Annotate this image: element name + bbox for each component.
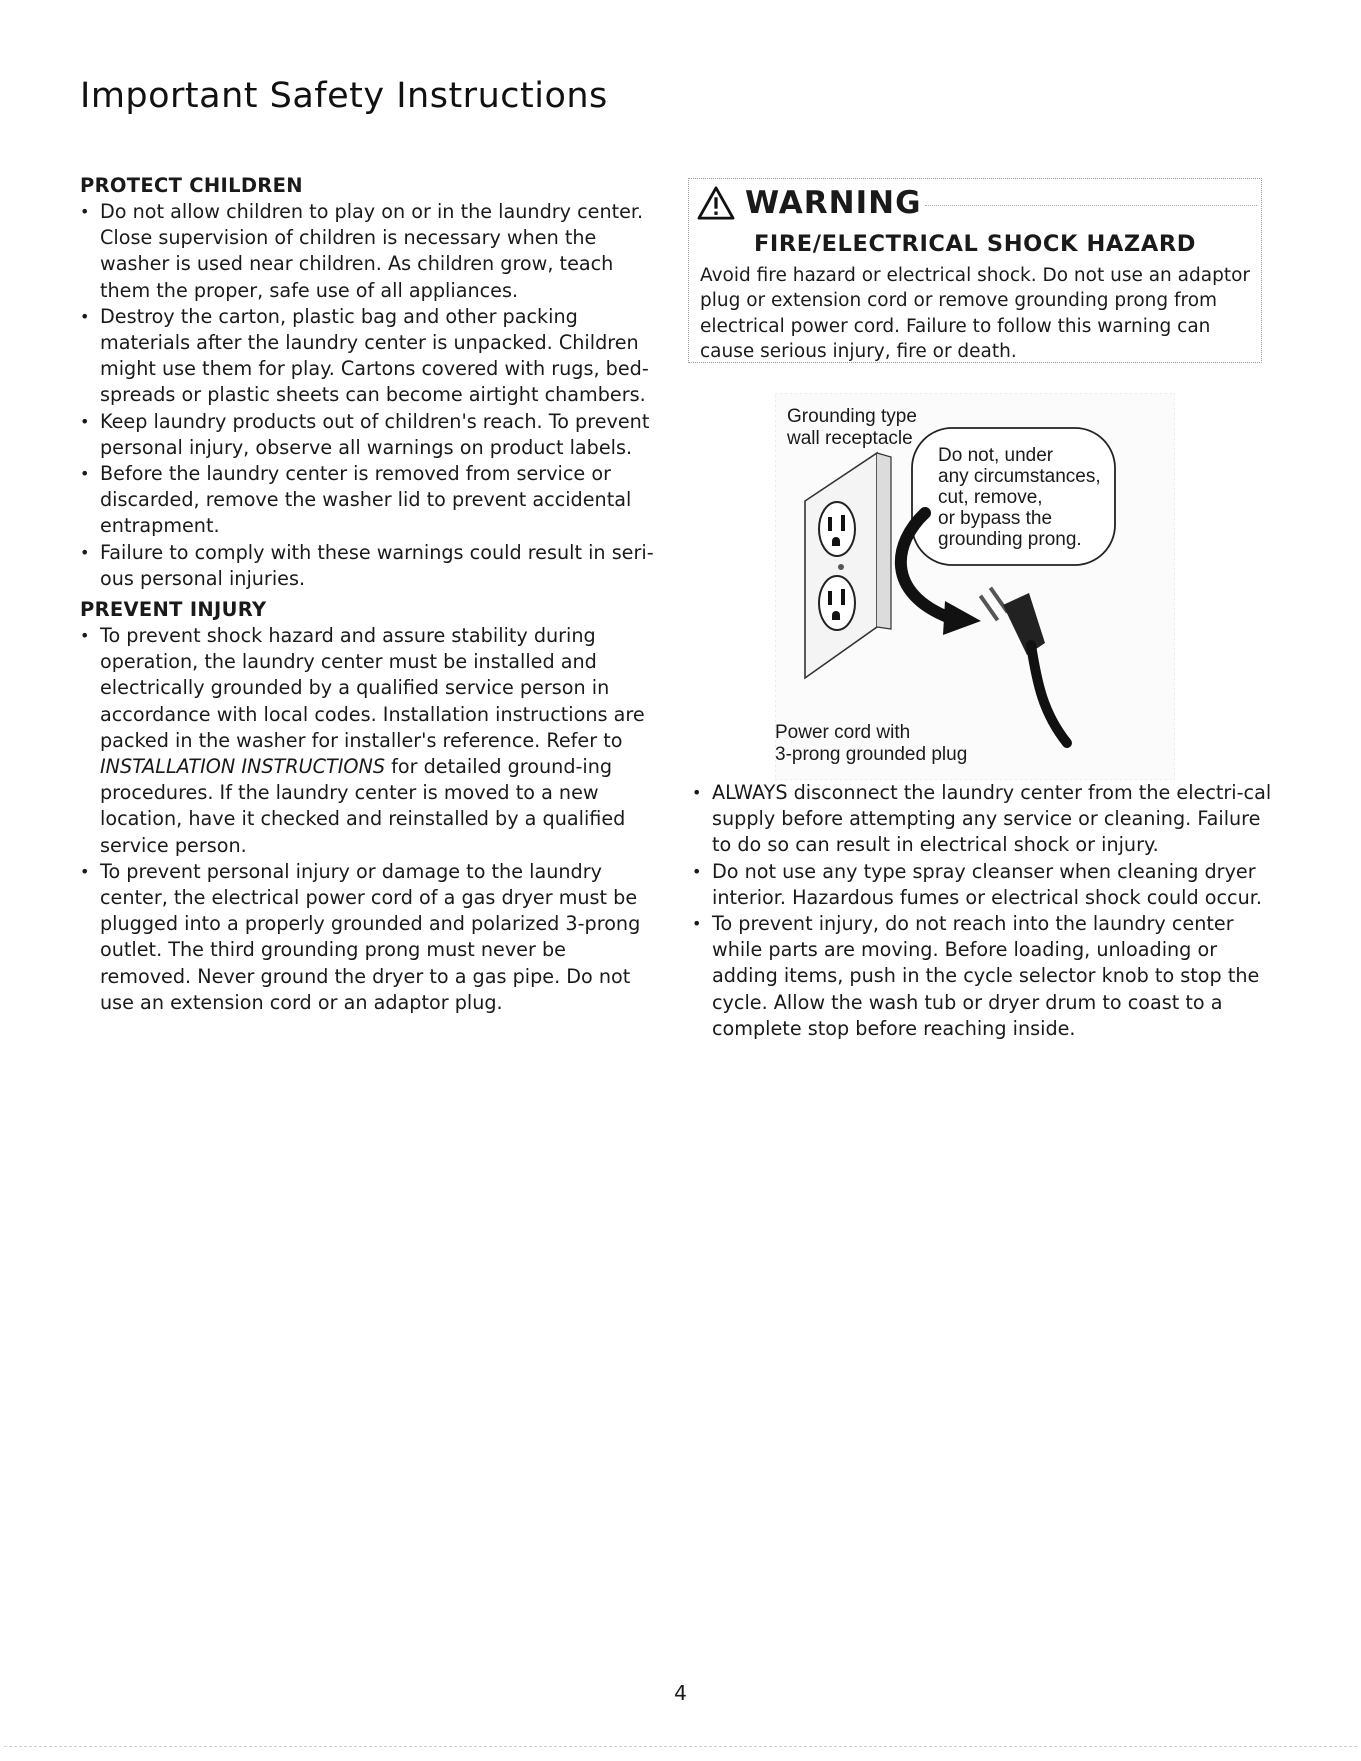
footer-divider (4, 1746, 1357, 1747)
list-item-text: To prevent shock hazard and assure stability during operation, the laundry center must be installed and electrically grounded by a qualified service person in accordance with local codes. Installation instructions are packed in the washer for installer's reference. Refer to (100, 624, 645, 752)
callout-line3: cut, remove, (938, 487, 1043, 508)
warning-divider (925, 205, 1257, 206)
list-item-text: for detailed ground-ing procedures. If the laundry center is moved to a new location, have it checked and reinstalled by a qualified service person. (100, 755, 626, 857)
right-column (692, 780, 1280, 1042)
callout-line2: any circumstances, (938, 466, 1101, 487)
page-number: 4 (674, 1681, 687, 1705)
list-item: • Keep laundry products out of children's reach. To prevent personal injury, observe all warnings on product labels. (80, 409, 655, 461)
receptacle-label-line1: Grounding type (787, 406, 917, 427)
warning-label: WARNING (745, 185, 922, 221)
warning-header (697, 185, 922, 221)
protect-children-list (80, 199, 655, 592)
right-bullet-list (692, 780, 1280, 1042)
receptacle-label-line2: wall receptacle (787, 428, 913, 449)
warning-text: Avoid fire hazard or electrical shock. Do not use an adaptor plug or extension cord or remove grounding prong from electrical power cord. Failure to follow this warning can cause serious injury, fire or death. (700, 265, 1250, 363)
installation-instructions-reference: INSTALLATION INSTRUCTIONS (100, 755, 386, 779)
list-item: • Destroy the carton, plastic bag and other packing materials after the laundry center is unpacked. Children might use them for play. Cartons covered with rugs, bed-spreads or plastic sheets can become airtight chambers. (80, 304, 655, 409)
plug-label-line1: Power cord with (775, 722, 911, 743)
list-item: • To prevent injury, do not reach into the laundry center while parts are moving. Before loading, unloading or adding items, push in the cycle selector knob to stop the cycle. Allow the wash tub or dryer drum to coast to a complete stop before reaching inside. (692, 911, 1280, 1042)
list-item: • Before the laundry center is removed from service or discarded, remove the washer lid to prevent accidental entrapment. (80, 461, 655, 540)
list-item: • Do not use any type spray cleanser when cleaning dryer interior. Hazardous fumes or electrical shock could occur. (692, 859, 1280, 911)
prevent-injury-heading: PREVENT INJURY (80, 598, 267, 622)
hazard-title: FIRE/ELECTRICAL SHOCK HAZARD (753, 231, 1197, 257)
outlet-upper (819, 502, 855, 556)
callout-line4: or bypass the (938, 508, 1053, 529)
list-item: • To prevent personal injury or damage to the laundry center, the electrical power cord of a gas dryer must be plugged into a properly grounded and polarized 3-prong outlet. The third grounding prong must never be removed. Never ground the dryer to a gas pipe. Do not use an extension cord or an adaptor plug. (80, 859, 655, 1016)
list-item: • Failure to comply with these warnings could result in seri-ous personal injuries. (80, 540, 655, 592)
list-item: • ALWAYS disconnect the laundry center from the electri-cal supply before attempting any service or cleaning. Failure to do so can result in electrical shock or injury. (692, 780, 1280, 859)
list-item: • Do not allow children to play on or in the laundry center. Close supervision of children is necessary when the washer is used near children. As children grow, teach them the proper, safe use of all appliances. (80, 199, 655, 304)
plug-label-line2: 3-prong grounded plug (775, 744, 968, 765)
callout-line5: grounding prong. (938, 529, 1082, 550)
left-column (80, 174, 655, 1016)
page-title: Important Safety Instructions (80, 76, 608, 116)
warning-triangle-icon (697, 186, 735, 220)
warning-box (688, 178, 1262, 363)
callout-line1: Do not, under (938, 445, 1054, 466)
grounding-plug-figure (775, 393, 1175, 780)
list-item (80, 623, 655, 859)
outlet-lower (819, 576, 855, 630)
protect-children-heading: PROTECT CHILDREN (80, 174, 303, 197)
prevent-injury-list (80, 623, 655, 1016)
